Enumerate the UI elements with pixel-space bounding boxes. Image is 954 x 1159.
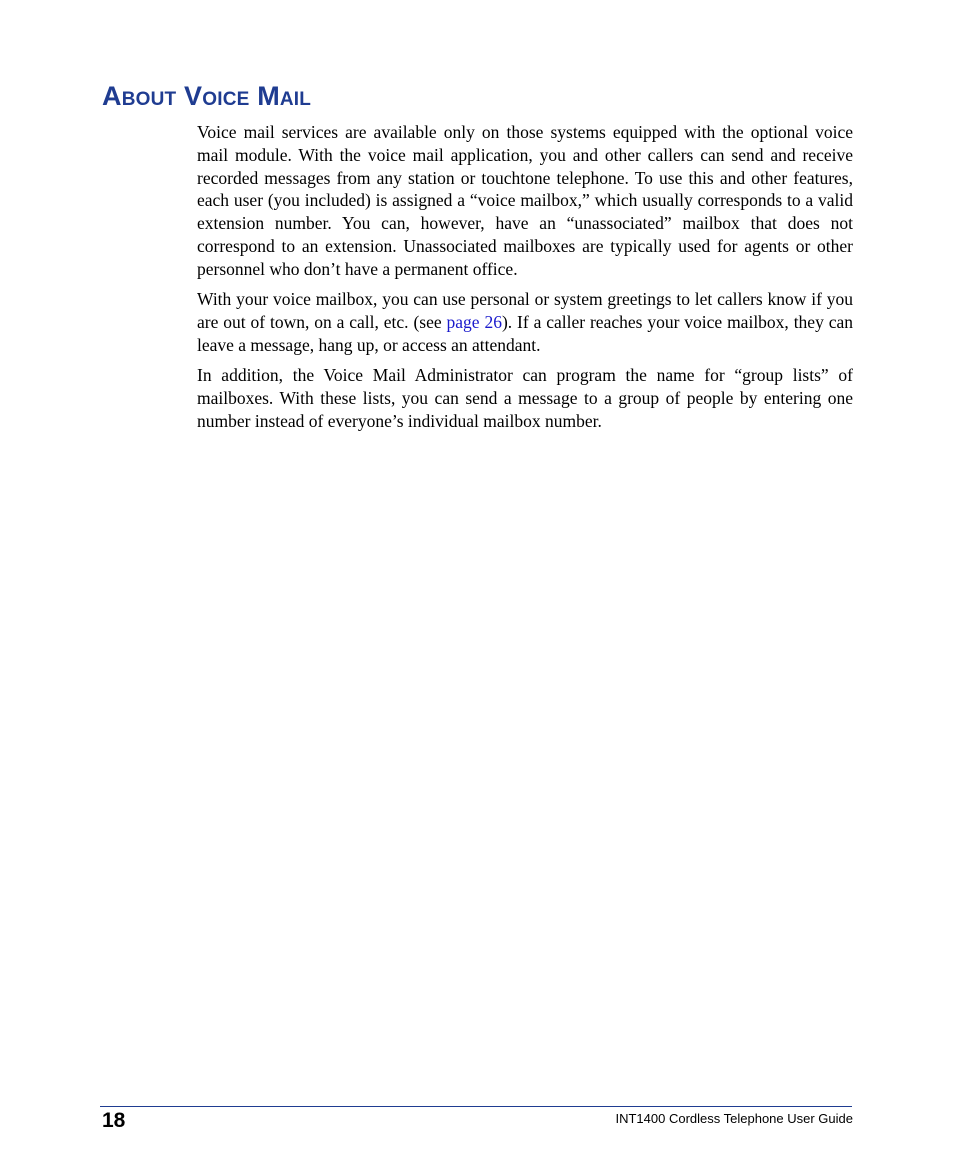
paragraph-greetings-text-start: With your voice mailbox, you can use personal or system greetings to let callers know if you are out of town, on a call, etc. (see	[197, 289, 853, 332]
paragraph-intro: Voice mail services are available only on those systems equipped with the optional voice mail module. With the voice mail application, you and other callers can send and receive recorded messages from any station or touchtone telephone. To use this and other features, each user (you included) is assigned a “voice mailbox,” which usually corresponds to a valid extension number. You can, however, have an “unassociated” mailbox that does not correspond to an extension. Unassociated mailboxes are typically used for agents or other personnel who don’t have a permanent office.	[197, 122, 853, 279]
footer-divider	[100, 1106, 852, 1107]
paragraph-group-lists: In addition, the Voice Mail Administrator can program the name for “group lists” of mailboxes. With these lists, you can send a message to a group of people by entering one number instead of everyone’s individual mailbox number.	[197, 364, 853, 431]
page-26-link[interactable]: page 26	[446, 311, 502, 332]
page-number: 18	[102, 1109, 126, 1132]
section-heading: About Voice Mail	[102, 81, 312, 111]
paragraph-greetings	[197, 288, 853, 356]
paragraph-greetings-text-end: ). If a caller reaches your voice mailbox, they can leave a message, hang up, or access an attendant.	[197, 311, 853, 355]
body-text	[197, 121, 853, 440]
footer-guide-title: INT1400 Cordless Telephone User Guide	[615, 1111, 853, 1126]
